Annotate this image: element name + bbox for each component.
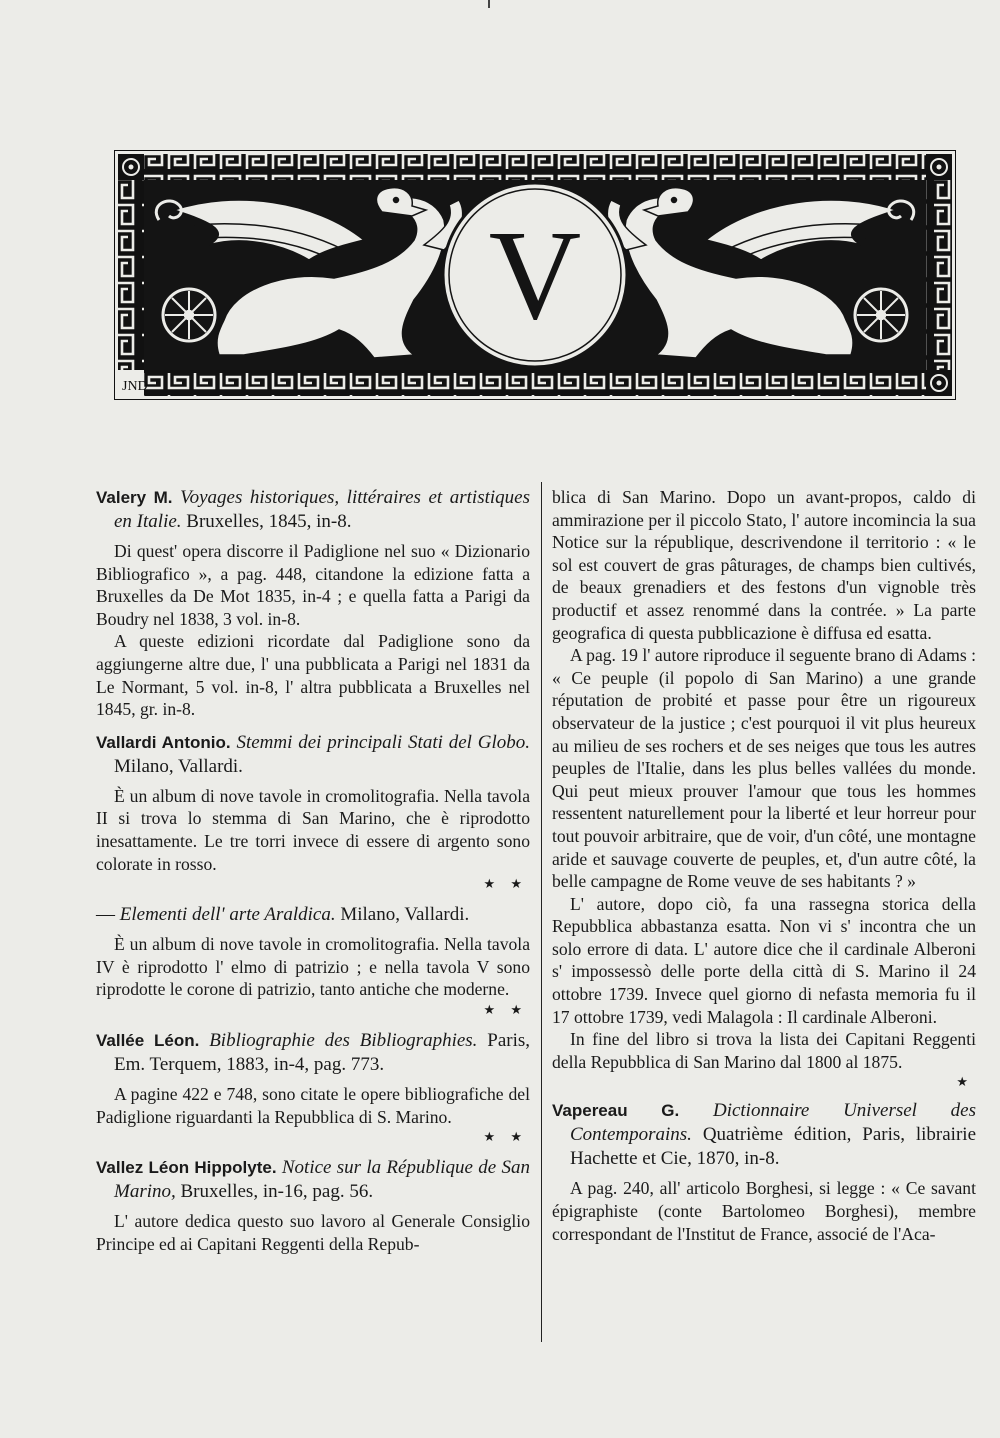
entry-heading bbox=[96, 731, 530, 779]
entry-title: Elementi dell' arte Araldica. bbox=[119, 904, 336, 926]
entry-heading bbox=[96, 1029, 530, 1077]
entry-vallee bbox=[96, 1029, 530, 1146]
entry-heading bbox=[96, 486, 530, 534]
entry-dash: — bbox=[96, 904, 115, 926]
entry-title: Bibliographie des Bibliographies. bbox=[209, 1029, 478, 1051]
entry-paragraph: L' autore dedica questo suo lavoro al Generale Consiglio Principe ed ai Capitani Reggenti della Repub- bbox=[96, 1211, 530, 1254]
entry-paragraph: È un album di nove tavole in cromolitografia. Nella tavola IV è riprodotto l' elmo di patrizio ; e nella tavola V sono riprodotte le corone di patrizio, tanto antiche che moderne. bbox=[96, 934, 530, 1000]
decorative-banner bbox=[114, 150, 956, 400]
entry-author: Vallardi Antonio. bbox=[96, 732, 231, 752]
history-paragraph: L' autore, dopo ciò, fa una rassegna storica della Repubblica abbastanza esatta. Non vi s' incontra che un solo errore di data. L' autore dice che il cardinale Alberoni s' impossessò delle porte della città di S. Marino il 24 ottobre 1739. Invece quel giorno di nefasta memoria fu il 17 ottobre 1739, vedi Malagola : Il cardinale Alberoni. bbox=[552, 893, 976, 1027]
quote-paragraph: A pag. 19 l' autore riproduce il seguente brano di Adams : « Ce peuple (il popolo di San Marino) a une grande réputation de probité et passe pour être un rigoureux observateur de la justice ; c'est pourquoi il vit plus heureux au milieu de ses rochers et de ses neiges que tous les autres peuples de l'Italie, dans les plus belles vallées du monde. Qui peut mieux prouver l'amour que tous les hommes ressentent naturellement pour la liberté et leur horreur pour tout pouvoir arbitraire, que de voir, d'un côté, une montagne aride et sauvage couverte de peuples, et, d'un autre côté, la belle campagne de Rome veuve de ses habitants ? » bbox=[552, 645, 976, 892]
entry-elementi bbox=[96, 903, 530, 1019]
entry-publication: Milano, Vallardi. bbox=[340, 904, 470, 926]
entry-publication: Bruxelles, 1845, in-8. bbox=[186, 511, 352, 532]
right-column bbox=[552, 486, 976, 1255]
stars-mark: ★ ★ bbox=[483, 876, 528, 892]
stars-mark: ★ ★ bbox=[483, 1001, 528, 1017]
entry-author: Vallez Léon Hippolyte. bbox=[96, 1158, 277, 1178]
entry-publication: Bruxelles, in-16, pag. 56. bbox=[180, 1181, 374, 1203]
entry-author: Vapereau G. bbox=[552, 1101, 680, 1121]
entry-title: Dictionnaire Universel des Contemporains. bbox=[570, 1100, 976, 1146]
entry-publication: Quatrième édition, Paris, librairie Hachette et Cie, 1870, in-8. bbox=[570, 1124, 977, 1170]
entry-heading bbox=[552, 1099, 976, 1171]
entry-heading bbox=[96, 903, 530, 927]
closing-paragraph: In fine del libro si trova la lista dei Capitani Reggenti della Repubblica di San Marino dal 1800 al 1875. bbox=[552, 1029, 976, 1072]
entry-paragraph: A pag. 240, all' articolo Borghesi, si legge : « Ce savant épigraphiste (conte Bartolomeo Borghesi), membre correspondant de l'Institut de France, associé de l'Aca- bbox=[552, 1178, 976, 1244]
top-mark bbox=[488, 0, 490, 8]
entry-author: Vallée Léon. bbox=[96, 1030, 200, 1050]
stars-mark: ★ bbox=[956, 1074, 974, 1090]
banner-illustration bbox=[114, 150, 956, 400]
left-column bbox=[96, 486, 530, 1265]
entry-paragraph: A queste edizioni ricordate dal Padiglione sono da aggiungerne altre due, l' una pubblicata a Parigi nel 1831 da Le Normant, 5 vol. in-8, l' altra pubblicata a Bruxelles nel 1845, gr. in-8. bbox=[96, 631, 530, 720]
entry-publication: Paris, Em. Terquem, 1883, in-4, pag. 773. bbox=[114, 1029, 531, 1075]
entry-author: Valery M. bbox=[96, 488, 173, 507]
entry-title: Notice sur la République de San Marino, bbox=[114, 1157, 530, 1203]
stars-mark: ★ ★ bbox=[483, 1129, 528, 1145]
initial-letter: V bbox=[488, 204, 582, 346]
entry-title: Stemmi dei principali Stati del Globo. bbox=[236, 731, 531, 753]
monogram: JND bbox=[122, 379, 148, 394]
entry-heading bbox=[96, 1156, 530, 1204]
entry-publication: Milano, Vallardi. bbox=[114, 755, 243, 777]
continued-paragraph: blica di San Marino. Dopo un avant-propos, caldo di ammirazione per il piccolo Stato, l' autore incomincia la sua Notice sur la république, descrivendone il territorio : « le sol est couvert de gras pâturages, de champs bien cultivés, de beaux grenadiers et des festons d'un vignoble très productif et assez renommé dans la contrée. » La parte geografica di questa pubblicazione è diffusa ed esatta. bbox=[552, 487, 976, 643]
entry-vallez bbox=[96, 1156, 530, 1255]
entry-paragraph: A pagine 422 e 748, sono citate le opere bibliografiche del Padiglione riguardanti la Repubblica di S. Marino. bbox=[96, 1083, 530, 1127]
entry-vallardi bbox=[96, 731, 530, 893]
entry-valery bbox=[96, 486, 530, 721]
entry-title: Voyages historiques, littéraires et artistiques en Italie. bbox=[114, 487, 530, 532]
entry-paragraph: È un album di nove tavole in cromolitografia. Nella tavola II si trova lo stemma di San Marino, che è riprodotto inesattamente. Le tre torri invece di essere di argento sono colorate in rosso. bbox=[96, 785, 530, 874]
entry-vapereau bbox=[552, 1099, 976, 1245]
entry-paragraph: Di quest' opera discorre il Padiglione nel suo « Dizionario Bibliografico », a pag. 448, citandone la edizione fatta a Bruxelles da De Mot 1835, in-4 ; e quella fatta a Parigi da Boudry nel 1838, 3 vol. in-8. bbox=[96, 541, 530, 629]
column-divider bbox=[541, 482, 542, 1342]
